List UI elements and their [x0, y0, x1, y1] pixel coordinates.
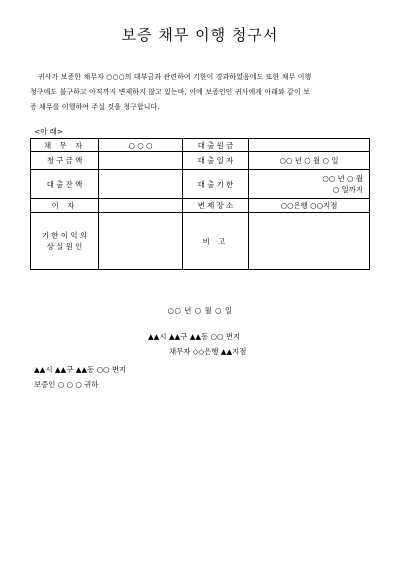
loan-principal-value [249, 139, 370, 152]
loan-principal-label: 대 출 원 금 [183, 139, 249, 152]
guarantor-addressee: 보증인 ○ ○ ○ 귀하 [34, 380, 99, 389]
request-paragraph [30, 70, 370, 115]
details-table [30, 138, 370, 270]
loan-date-value: ○○ 년 ○ 월 ○ 일 [249, 152, 370, 170]
loan-term-line-2: ○ 일까지 [332, 185, 363, 194]
section-label: <아 래> [34, 127, 64, 136]
reason-value [99, 213, 183, 270]
repayment-place-value: ○○은행 ○○지점 [249, 199, 370, 213]
repayment-place-label: 변 제 장 소 [183, 199, 249, 213]
reason-label-line-2: 상 실 원 인 [46, 242, 83, 251]
creditor-address: ▲▲시 ▲▲구 ▲▲동 ○○ 번지 [148, 332, 241, 341]
document-date: ○○ 년 ○ 월 ○ 일 [167, 306, 233, 315]
interest-value [99, 199, 183, 213]
table-row [31, 213, 370, 270]
remarks-label: 비 고 [183, 213, 249, 270]
reason-label-line-1: 기 한 이 익 의 [41, 231, 88, 240]
table-row [31, 199, 370, 213]
loan-balance-label: 대 출 잔 액 [31, 170, 99, 199]
loan-term-line-1: ○○ 년 ○ 월 [322, 174, 363, 183]
claim-amount-value [99, 152, 183, 170]
claim-amount-label: 청 구 금 액 [31, 152, 99, 170]
document-title: 보증 채무 이행 청구서 [121, 26, 279, 44]
remarks-value [249, 213, 370, 270]
guarantor-address: ▲▲시 ▲▲구 ▲▲동 ○○ 번지 [34, 365, 127, 374]
table-row [31, 139, 370, 152]
paragraph-line-1: 귀사가 보증한 채무자 ○○○의 대부금과 관련하여 기한이 경과하였음에도 또한 채무 이행 [38, 73, 312, 81]
debtor-value: ○ ○ ○ [99, 139, 183, 152]
paragraph-line-2: 청구에도 불구하고 아직까지 변제하지 않고 있는바, 이에 보증인인 귀사에게 아래와 같이 보 [30, 88, 310, 96]
reason-label [31, 213, 99, 270]
loan-term-label: 대 출 기 한 [183, 170, 249, 199]
loan-balance-value [99, 170, 183, 199]
debtor-label: 채 무 자 [31, 139, 99, 152]
loan-term-value [249, 170, 370, 199]
loan-date-label: 대 출 일 자 [183, 152, 249, 170]
creditor-name: 채무자 ◇◇은행 ▲▲지점 [169, 347, 247, 356]
table-row [31, 170, 370, 199]
interest-label: 이 자 [31, 199, 99, 213]
paragraph-line-3: 증 채무를 이행하여 주실 것을 청구합니다. [30, 103, 160, 111]
table-row [31, 152, 370, 170]
